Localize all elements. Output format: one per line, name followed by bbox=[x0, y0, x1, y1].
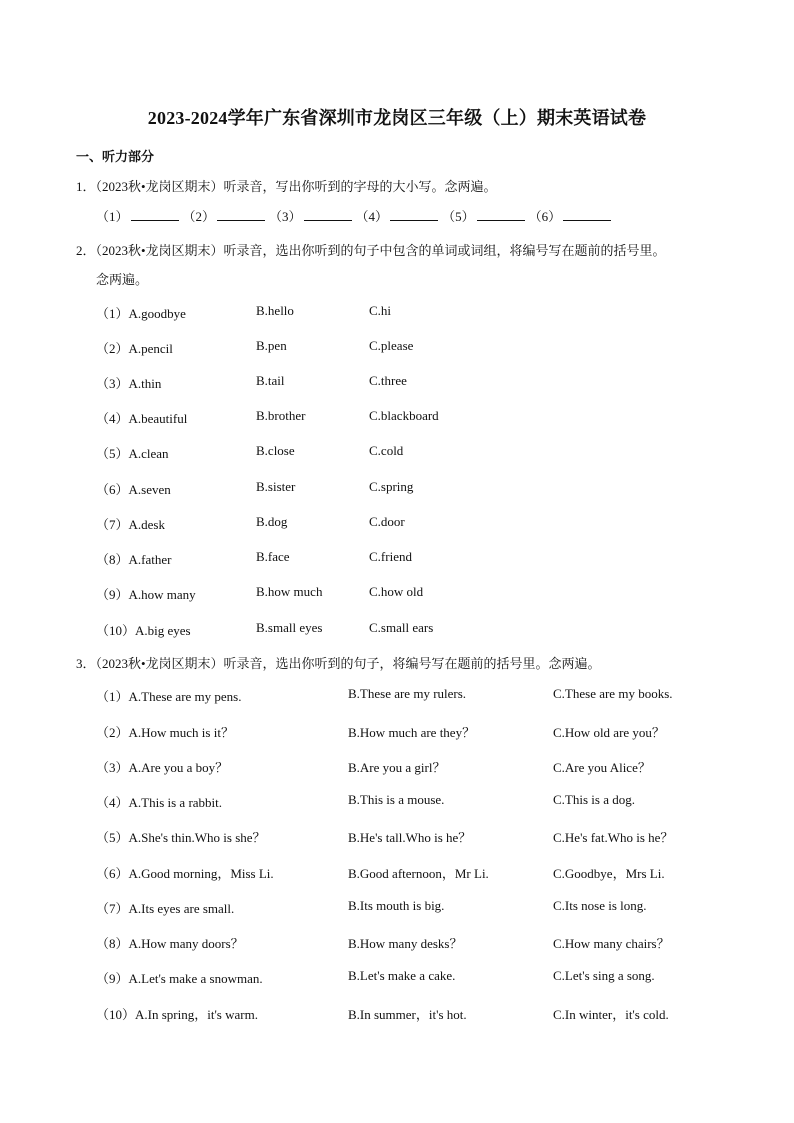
blank-number: （3） bbox=[269, 209, 302, 224]
option-c: C.This is a dog. bbox=[553, 792, 635, 807]
blank-number: （6） bbox=[528, 209, 562, 224]
option-b: B.sister bbox=[256, 479, 296, 494]
question-2-stem: 2．（2023秋•龙岗区期末）听录音，选出你听到的句子中包含的单词或词组，将编号写在题前的括号里。 bbox=[76, 243, 666, 258]
option-b: B.Are you a girl？ bbox=[348, 760, 446, 775]
option-c: C.Its nose is long. bbox=[553, 898, 647, 913]
question-1-blanks bbox=[96, 206, 615, 225]
option-c: C.How old are you？ bbox=[553, 725, 665, 740]
option-a: （5）A.She's thin.Who is she？ bbox=[96, 830, 266, 845]
blank-number: （2） bbox=[182, 209, 216, 224]
option-b: B.He's tall.Who is he？ bbox=[348, 830, 472, 845]
option-b: B.how much bbox=[256, 584, 323, 599]
option-b: B.face bbox=[256, 549, 290, 564]
option-a: （4）A.This is a rabbit. bbox=[96, 795, 223, 810]
option-a: （3）A.thin bbox=[96, 376, 162, 391]
option-b: B.small eyes bbox=[256, 620, 323, 635]
option-c: C.friend bbox=[369, 549, 412, 564]
answer-line[interactable] bbox=[304, 209, 352, 221]
option-c: C.These are my books. bbox=[553, 686, 673, 701]
option-b: B.In summer，it's hot. bbox=[348, 1007, 467, 1022]
blank-number: （5） bbox=[442, 209, 475, 224]
option-a: （7）A.Its eyes are small. bbox=[96, 901, 235, 916]
option-b: B.Let's make a cake. bbox=[348, 968, 456, 983]
option-a: （6）A.Good morning，Miss Li. bbox=[96, 866, 274, 881]
blank-4[interactable] bbox=[356, 206, 443, 225]
option-c: C.hi bbox=[369, 303, 392, 318]
option-b: B.tail bbox=[256, 373, 285, 388]
option-a: （4）A.beautiful bbox=[96, 411, 188, 426]
blank-number: （4） bbox=[355, 209, 389, 224]
option-a: （1）A.goodbye bbox=[96, 306, 186, 321]
option-a: （2）A.pencil bbox=[96, 341, 173, 356]
blank-number: （1） bbox=[96, 209, 129, 224]
option-b: B.dog bbox=[256, 514, 288, 529]
answer-line[interactable] bbox=[563, 209, 611, 221]
option-b: B.How much are they？ bbox=[348, 725, 476, 740]
option-c: C.How many chairs？ bbox=[553, 936, 670, 951]
question-3-stem: 3．（2023秋•龙岗区期末）听录音，选出你听到的句子，将编号写在题前的括号里。念两遍。 bbox=[76, 656, 601, 671]
option-a: （8）A.father bbox=[96, 552, 172, 567]
option-c: C.Are you Alice？ bbox=[553, 760, 651, 775]
option-c: C.how old bbox=[369, 584, 424, 599]
option-b: B.This is a mouse. bbox=[348, 792, 445, 807]
option-c: C.please bbox=[369, 338, 414, 353]
option-b: B.These are my rulers. bbox=[348, 686, 467, 701]
option-b: B.close bbox=[256, 443, 295, 458]
option-a: （2）A.How much is it？ bbox=[96, 725, 234, 740]
answer-line[interactable] bbox=[131, 209, 179, 221]
exam-title: 2023-2024学年广东省深圳市龙岗区三年级（上）期末英语试卷 bbox=[147, 108, 647, 128]
option-a: （9）A.how many bbox=[96, 587, 196, 602]
answer-line[interactable] bbox=[217, 209, 265, 221]
option-b: B.brother bbox=[256, 408, 306, 423]
blank-6[interactable] bbox=[529, 206, 616, 225]
option-a: （3）A.Are you a boy？ bbox=[96, 760, 229, 775]
option-c: C.door bbox=[369, 514, 405, 529]
section-heading-listening: 一、听力部分 bbox=[76, 149, 155, 164]
answer-line[interactable] bbox=[390, 209, 438, 221]
option-c: C.Let's sing a song. bbox=[553, 968, 655, 983]
option-c: C.He's fat.Who is he？ bbox=[553, 830, 674, 845]
option-c: C.small ears bbox=[369, 620, 434, 635]
blank-5[interactable] bbox=[442, 206, 529, 225]
blank-2[interactable] bbox=[183, 206, 270, 225]
option-c: C.blackboard bbox=[369, 408, 439, 423]
option-a: （10）A.big eyes bbox=[96, 623, 191, 638]
option-c: C.In winter，it's cold. bbox=[553, 1007, 669, 1022]
blank-1[interactable] bbox=[96, 206, 183, 225]
option-a: （1）A.These are my pens. bbox=[96, 689, 242, 704]
option-a: （5）A.clean bbox=[96, 446, 169, 461]
option-a: （8）A.How many doors？ bbox=[96, 936, 244, 951]
option-a: （10）A.In spring，it's warm. bbox=[96, 1007, 258, 1022]
option-a: （6）A.seven bbox=[96, 482, 171, 497]
question-1-stem: 1．（2023秋•龙岗区期末）听录音，写出你听到的字母的大小写。念两遍。 bbox=[76, 179, 497, 194]
option-c: C.three bbox=[369, 373, 407, 388]
option-b: B.Its mouth is big. bbox=[348, 898, 445, 913]
question-2-stem-cont: 念两遍。 bbox=[96, 272, 149, 287]
option-b: B.How many desks？ bbox=[348, 936, 463, 951]
option-a: （9）A.Let's make a snowman. bbox=[96, 971, 263, 986]
option-b: B.Good afternoon，Mr Li. bbox=[348, 866, 489, 881]
option-b: B.pen bbox=[256, 338, 287, 353]
option-b: B.hello bbox=[256, 303, 294, 318]
option-c: C.spring bbox=[369, 479, 414, 494]
option-c: C.Goodbye，Mrs Li. bbox=[553, 866, 665, 881]
option-c: C.cold bbox=[369, 443, 404, 458]
answer-line[interactable] bbox=[477, 209, 525, 221]
option-a: （7）A.desk bbox=[96, 517, 165, 532]
blank-3[interactable] bbox=[269, 206, 356, 225]
